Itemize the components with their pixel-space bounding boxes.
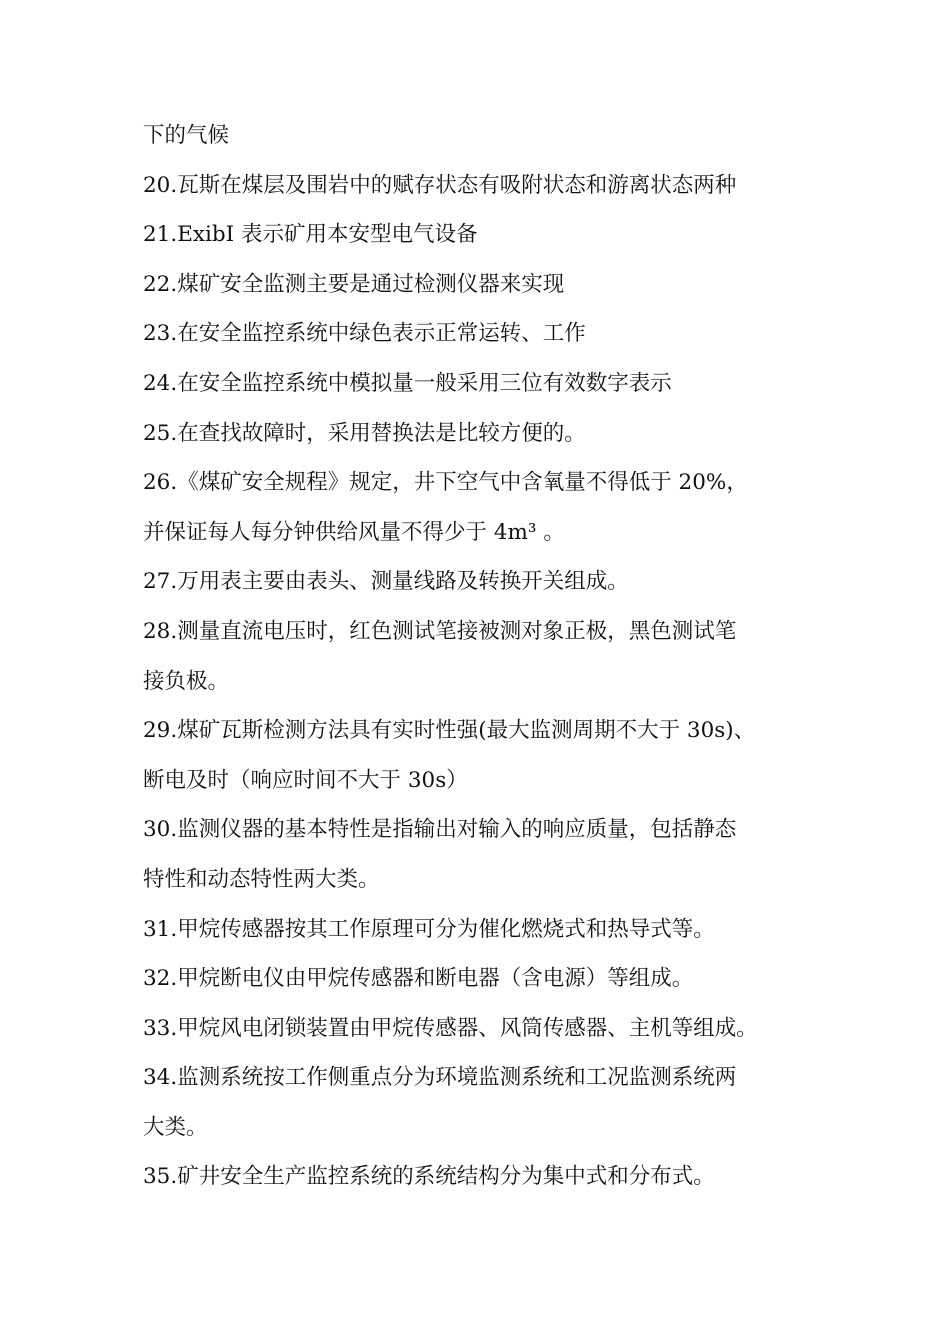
text-line: 28.测量直流电压时，红色测试笔接被测对象正极，黑色测试笔 (143, 618, 737, 644)
text-line: 35.矿井安全生产监控系统的系统结构分为集中式和分布式。 (143, 1164, 715, 1190)
text-line: 29.煤矿瓦斯检测方法具有实时性强(最大监测周期不大于 30s)、 (143, 718, 756, 744)
text-line: 30.监测仪器的基本特性是指输出对输入的响应质量，包括静态 (143, 817, 737, 843)
text-line: 大类。 (143, 1114, 208, 1140)
text-line: 25.在查找故障时，采用替换法是比较方便的。 (143, 420, 586, 446)
text-line: 21.ExibI 表示矿用本安型电气设备 (143, 222, 478, 248)
text-line: 22.煤矿安全监测主要是通过检测仪器来实现 (143, 271, 565, 297)
text-line: 31.甲烷传感器按其工作原理可分为催化燃烧式和热导式等。 (143, 916, 715, 942)
text-line: 并保证每人每分钟供给风量不得少于 4m³ 。 (143, 519, 565, 545)
text-line: 34.监测系统按工作侧重点分为环境监测系统和工况监测系统两 (143, 1065, 737, 1091)
text-line: 20.瓦斯在煤层及围岩中的赋存状态有吸附状态和游离状态两种 (143, 172, 737, 198)
text-line: 26.《煤矿安全规程》规定，井下空气中含氧量不得低于 20%， (143, 470, 748, 496)
text-line: 特性和动态特性两大类。 (143, 866, 380, 892)
text-line: 32.甲烷断电仪由甲烷传感器和断电器（含电源）等组成。 (143, 966, 694, 992)
text-line: 23.在安全监控系统中绿色表示正常运转、工作 (143, 321, 586, 347)
text-line: 27.万用表主要由表头、测量线路及转换开关组成。 (143, 569, 629, 595)
text-line: 33.甲烷风电闭锁装置由甲烷传感器、风筒传感器、主机等组成。 (143, 1015, 758, 1041)
text-line: 接负极。 (143, 668, 230, 694)
text-line: 24.在安全监控系统中模拟量一般采用三位有效数字表示 (143, 370, 672, 396)
text-line: 下的气候 (143, 123, 230, 148)
text-line: 断电及时（响应时间不大于 30s） (143, 767, 468, 793)
document-body (143, 111, 843, 1202)
